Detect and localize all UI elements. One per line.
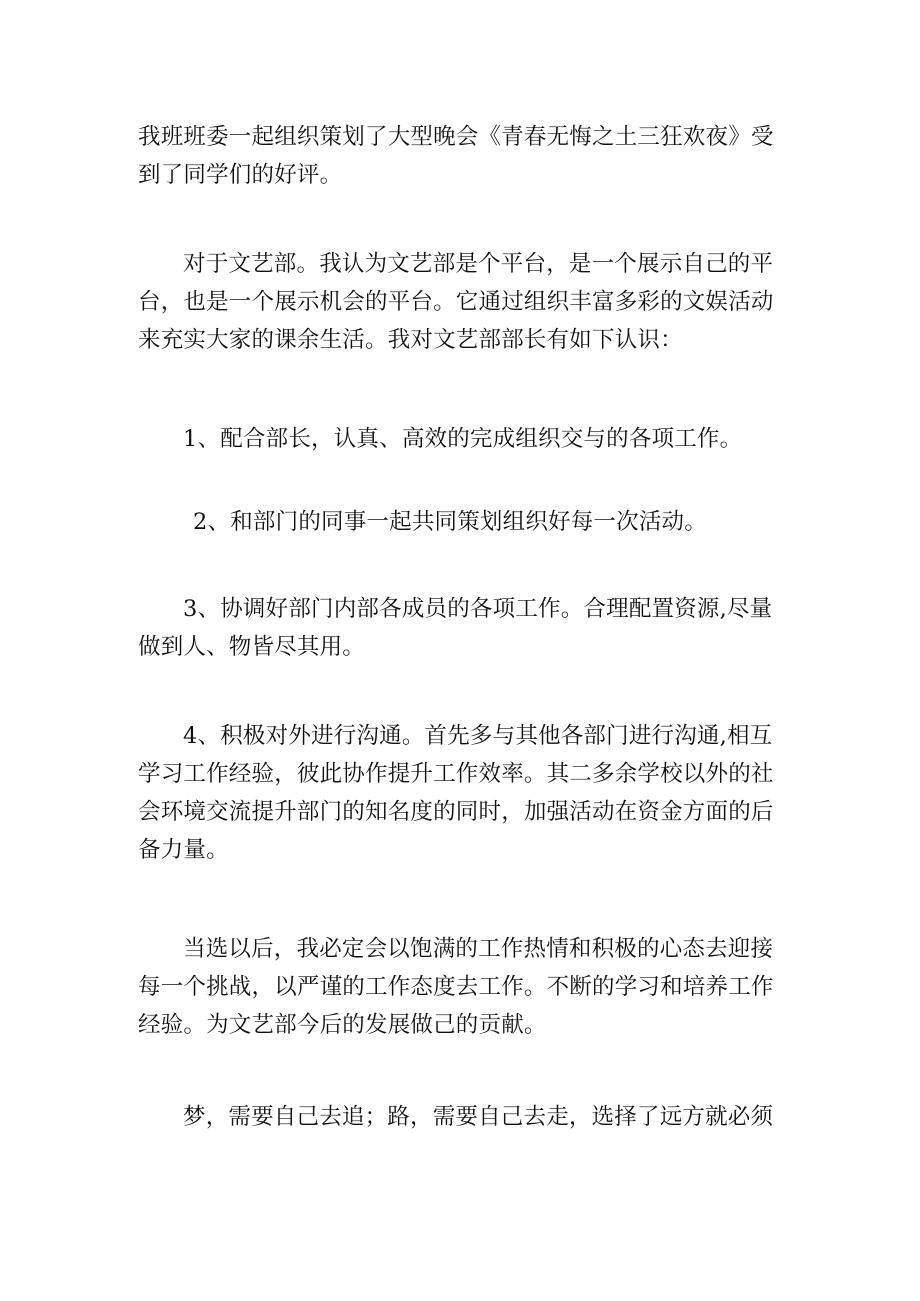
list-item-4: 4、积极对外进行沟通。首先多与其他各部门进行沟通,相互学习工作经验，彼此协作提升工作效率。其二多余学校以外的社会环境交流提升部门的知名度的同时，加强活动在资金方面的后备力量。 <box>138 723 774 863</box>
paragraph-1: 我班班委一起组织策划了大型晚会《青春无悔之土三狂欢夜》受到了同学们的好评。 <box>138 124 774 188</box>
paragraph-3: 当选以后，我必定会以饱满的工作热情和积极的心态去迎接每一个挑战，以严谨的工作态度去工作。不断的学习和培养工作经验。为文艺部今后的发展做己的贡献。 <box>138 936 774 1038</box>
list-item-3: 3、协调好部门内部各成员的各项工作。合理配置资源,尽量做到人、物皆尽其用。 <box>138 596 773 660</box>
list-item-2: 2、和部门的同事一起共同策划组织好每一次活动。 <box>193 509 707 535</box>
list-item-1: 1、配合部长，认真、高效的完成组织交与的各项工作。 <box>183 426 743 452</box>
paragraph-4: 梦，需要自己去追；路，需要自己去走，选择了远方就必须 <box>183 1104 774 1130</box>
paragraph-2: 对于文艺部。我认为文艺部是个平台，是一个展示自己的平台，也是一个展示机会的平台。它通过组织丰富多彩的文娱活动来充实大家的课余生活。我对文艺部部长有如下认识： <box>138 251 774 353</box>
